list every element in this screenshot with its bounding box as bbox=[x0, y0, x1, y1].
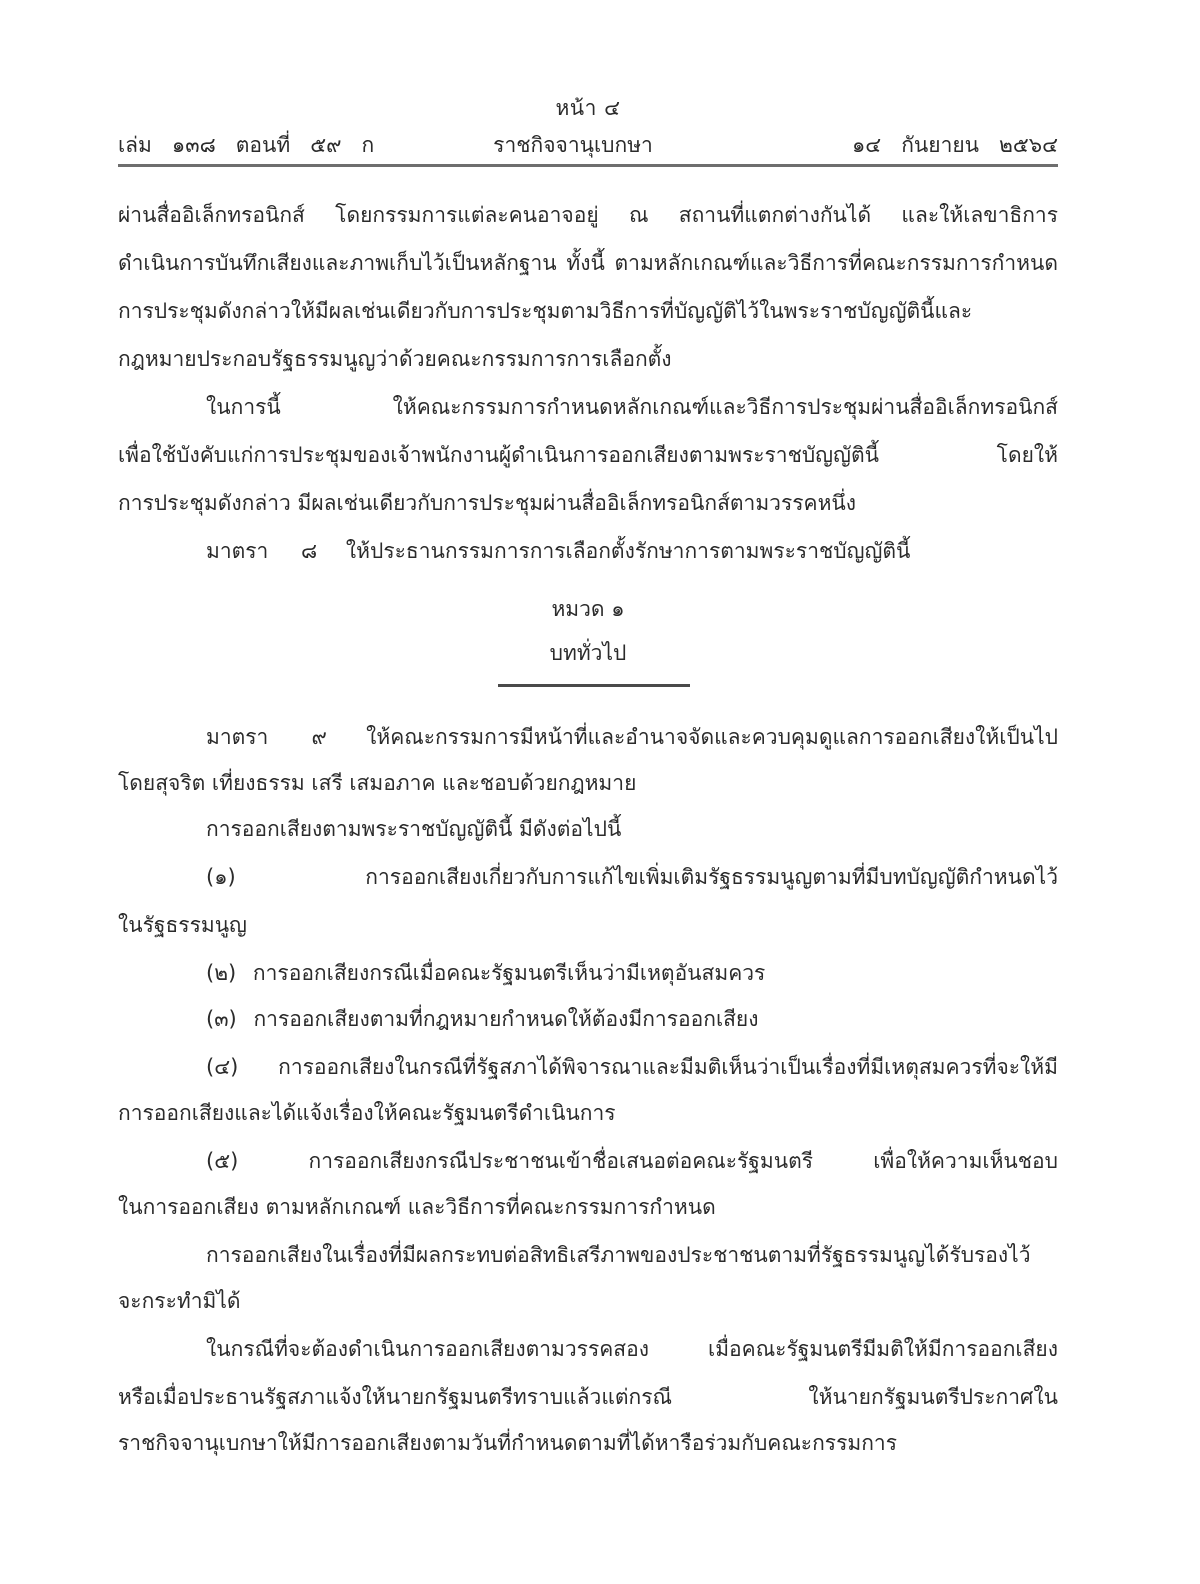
text-line: การประชุมดังกล่าวให้มีผลเช่นเดียวกับการประชุมตามวิธีการที่บัญญัติไว้ในพระราชบัญญัตินี้และ bbox=[118, 299, 973, 323]
section-8 bbox=[206, 536, 1058, 566]
text-line: เพื่อใช้บังคับแก่การประชุมของเจ้าพนักงานผู้ดำเนินการออกเสียงตามพระราชบัญญัตินี้ โดยให้ bbox=[118, 443, 1058, 467]
text-line: ดำเนินการบันทึกเสียงและภาพเก็บไว้เป็นหลักฐาน ทั้งนี้ ตามหลักเกณฑ์และวิธีการที่คณะกรรมการกำหนด bbox=[118, 251, 1058, 275]
section-label: มาตรา bbox=[206, 725, 269, 749]
publication-name: ราชกิจจานุเบกษา bbox=[493, 133, 653, 157]
item-text: การออกเสียงกรณีเมื่อคณะรัฐมนตรีเห็นว่ามีเหตุอันสมควร bbox=[252, 961, 766, 985]
text-line: ในการนี้ ให้คณะกรรมการกำหนดหลักเกณฑ์และวิธีการประชุมผ่านสื่ออิเล็กทรอนิกส์ bbox=[206, 395, 1058, 419]
text-line: การออกเสียงและได้แจ้งเรื่องให้คณะรัฐมนตรีดำเนินการ bbox=[118, 1101, 616, 1125]
item-text: การออกเสียงกรณีประชาชนเข้าชื่อเสนอต่อคณะรัฐมนตรี เพื่อให้ความเห็นชอบ bbox=[308, 1149, 1058, 1173]
issue-label: ตอนที่ bbox=[235, 132, 291, 157]
chapter-title: บททั่วไป bbox=[549, 641, 627, 665]
text-line: จะกระทำมิได้ bbox=[118, 1289, 241, 1313]
section-label: มาตรา bbox=[206, 539, 269, 563]
volume-label: เล่ม bbox=[118, 132, 152, 157]
text-line: การออกเสียงตามพระราชบัญญัตินี้ มีดังต่อไปนี้ bbox=[206, 817, 622, 841]
volume-number: ๑๓๘ bbox=[171, 132, 216, 157]
date-day: ๑๔ bbox=[851, 132, 882, 157]
chapter-label: หมวด ๑ bbox=[551, 597, 625, 621]
item-text: การออกเสียงเกี่ยวกับการแก้ไขเพิ่มเติมรัฐธรรมนูญตามที่มีบทบัญญัติกำหนดไว้ bbox=[365, 865, 1058, 889]
section-letter: ก bbox=[361, 132, 375, 157]
list-item-1 bbox=[206, 862, 1058, 892]
text-line: การออกเสียงในเรื่องที่มีผลกระทบต่อสิทธิเสรีภาพของประชาชนตามที่รัฐธรรมนูญได้รับรองไว้ bbox=[206, 1243, 1031, 1267]
text-line: ผ่านสื่ออิเล็กทรอนิกส์ โดยกรรมการแต่ละคนอาจอยู่ ณ สถานที่แตกต่างกันได้ และให้เลขาธิการ bbox=[118, 203, 1058, 227]
list-item-5 bbox=[206, 1146, 1058, 1176]
item-number: (๒) bbox=[206, 961, 237, 985]
text-line: ในกรณีที่จะต้องดำเนินการออกเสียงตามวรรคสอง เมื่อคณะรัฐมนตรีมีมติให้มีการออกเสียง bbox=[206, 1337, 1058, 1361]
list-item-4 bbox=[206, 1052, 1058, 1082]
item-number: (๕) bbox=[206, 1149, 239, 1173]
item-number: (๑) bbox=[206, 865, 236, 889]
section-text: ให้คณะกรรมการมีหน้าที่และอำนาจจัดและควบคุมดูแลการออกเสียงให้เป็นไป bbox=[366, 725, 1058, 749]
item-number: (๓) bbox=[206, 1007, 237, 1031]
header-divider bbox=[118, 164, 1058, 167]
volume-issue bbox=[118, 129, 374, 162]
list-item-3 bbox=[206, 1004, 1058, 1034]
list-item-2 bbox=[206, 958, 1058, 988]
publication-date bbox=[852, 129, 1058, 162]
text-line: ในการออกเสียง ตามหลักเกณฑ์ และวิธีการที่คณะกรรมการกำหนด bbox=[118, 1195, 716, 1219]
section-text: ให้ประธานกรรมการการเลือกตั้งรักษาการตามพระราชบัญญัตินี้ bbox=[345, 539, 911, 563]
text-line: ราชกิจจานุเบกษาให้มีการออกเสียงตามวันที่กำหนดตามที่ได้หารือร่วมกับคณะกรรมการ bbox=[118, 1431, 897, 1455]
text-line: ในรัฐธรรมนูญ bbox=[118, 913, 247, 937]
chapter-divider bbox=[498, 684, 690, 687]
date-month: กันยายน bbox=[901, 132, 980, 157]
section-number: ๘ bbox=[301, 539, 318, 563]
page-number: หน้า ๔ bbox=[555, 96, 621, 120]
gazette-header bbox=[118, 130, 1058, 160]
item-text: การออกเสียงในกรณีที่รัฐสภาได้พิจารณาและมีมติเห็นว่าเป็นเรื่องที่มีเหตุสมควรที่จะให้มี bbox=[278, 1055, 1058, 1079]
item-text: การออกเสียงตามที่กฎหมายกำหนดให้ต้องมีการออกเสียง bbox=[253, 1007, 759, 1031]
text-line: กฎหมายประกอบรัฐธรรมนูญว่าด้วยคณะกรรมการการเลือกตั้ง bbox=[118, 347, 672, 371]
section-9 bbox=[206, 722, 1058, 752]
item-number: (๔) bbox=[206, 1055, 239, 1079]
section-number: ๙ bbox=[311, 725, 327, 749]
text-line: โดยสุจริต เที่ยงธรรม เสรี เสมอภาค และชอบด้วยกฎหมาย bbox=[118, 771, 637, 795]
text-line: การประชุมดังกล่าว มีผลเช่นเดียวกับการประชุมผ่านสื่ออิเล็กทรอนิกส์ตามวรรคหนึ่ง bbox=[118, 491, 857, 515]
date-year: ๒๕๖๔ bbox=[999, 132, 1058, 157]
issue-number: ๕๙ bbox=[310, 132, 342, 157]
text-line: หรือเมื่อประธานรัฐสภาแจ้งให้นายกรัฐมนตรีทราบแล้วแต่กรณี ให้นายกรัฐมนตรีประกาศใน bbox=[118, 1385, 1058, 1409]
